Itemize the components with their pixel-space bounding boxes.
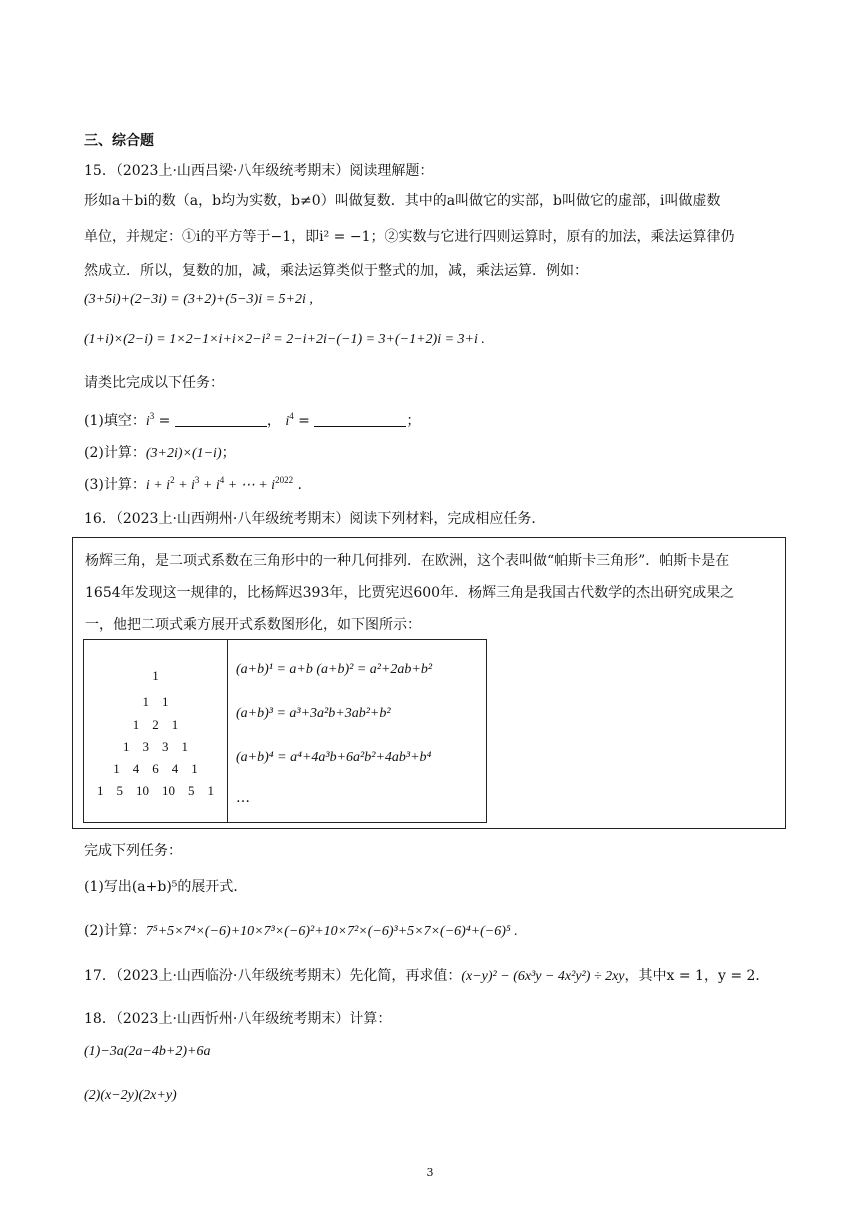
q18-part-2: (2)(x−2y)(2x+y)	[84, 1088, 177, 1103]
q15-task-2	[84, 442, 236, 462]
q15-task-3-end: .	[297, 477, 302, 493]
triangle-row: 1 3 3 1	[122, 739, 188, 754]
q15-task-3-label: (3)计算：	[84, 477, 146, 493]
q15-paragraph-3: 然成立．所以，复数的加，减，乘法运算类似于整式的加，减，乘法运算．例如：	[84, 263, 588, 279]
q15-paragraph-1: 形如a＋bi的数（a，b均为实数，b≠0）叫做复数．其中的a叫做它的实部，b叫做它的虚部，i叫做虚数	[84, 193, 721, 209]
q16-task-2-expr: 7⁵+5×7⁴×(−6)+10×7³×(−6)²+10×7²×(−6)³+5×7×(−6)⁴+(−6)⁵ .	[145, 924, 518, 939]
material-line-1: 杨辉三角，是二项式系数在三角形中的一种几何排列．在欧洲，这个表叫做“帕斯卡三角形”．帕斯卡是在	[85, 553, 730, 569]
q15-task-intro: 请类比完成以下任务：	[84, 375, 224, 391]
q15-header: 15．（2023上·山西吕梁·八年级统考期末）阅读理解题：	[84, 163, 434, 179]
q16-task-2-label: (2)计算：	[84, 923, 146, 939]
triangle-row: 1 1	[142, 694, 169, 709]
q15-task-1: (1)填空：$i^3$ = ， $i^4$ = ；	[84, 411, 421, 429]
page-number: 3	[426, 1166, 434, 1179]
material-line-2: 1654年发现这一规律的，比杨辉迟393年，比贾宪迟600年．杨辉三角是我国古代数学的杰出研究成果之	[85, 585, 735, 601]
triangle-row: 1 4 6 4 1	[113, 761, 198, 776]
triangle-row: 1	[152, 668, 159, 683]
q16-header: 16．（2023上·山西朔州·八年级统考期末）阅读下列材料，完成相应任务．	[84, 511, 546, 527]
answer-blank-2[interactable]	[314, 414, 406, 427]
q17	[84, 965, 769, 985]
expansion-formula: (a+b)¹ = a+b (a+b)² = a²+2ab+b²	[236, 662, 433, 677]
section-title: 三、综合题	[84, 133, 154, 149]
q17-header: 17．（2023上·山西临汾·八年级统考期末）先化简，再求值：	[84, 968, 462, 984]
answer-blank-1[interactable]	[175, 414, 267, 427]
q15-task-2-end: ；	[221, 445, 236, 461]
expansion-formula: (a+b)⁴ = a⁴+4a³b+6a²b²+4ab³+b⁴	[236, 750, 432, 765]
q15-example-2: (1+i)×(2−i) = 1×2−1×i+i×2−i² = 2−i+2i−(−1) = 3+(−1+2)i = 3+i .	[84, 332, 485, 347]
q18-part-1: (1)−3a(2a−4b+2)+6a	[84, 1044, 211, 1059]
q18-header: 18．（2023上·山西忻州·八年级统考期末）计算：	[84, 1011, 392, 1027]
q15-task-1-sep: ，	[266, 413, 281, 429]
material-line-3: 一，他把二项式乘方展开式系数图形化，如下图所示：	[85, 617, 421, 633]
q16-task-2	[84, 920, 518, 940]
q15-example-1: (3+5i)+(2−3i) = (3+2)+(5−3)i = 5+2i ,	[84, 292, 313, 307]
q15-task-2-expr: (3+2i)×(1−i)	[145, 446, 222, 461]
q15-task-1-label: (1)填空：	[84, 413, 146, 429]
triangle-row: 1 5 10 10 5 1	[96, 783, 214, 798]
q17-expr: (x−y)² − (6x³y − 4x²y²) ÷ 2xy	[461, 969, 625, 984]
expansion-formula: (a+b)³ = a³+3a²b+3ab²+b²	[236, 706, 391, 721]
table-divider	[227, 640, 228, 822]
q15-task-1-end: ；	[406, 413, 421, 429]
expansion-ellipsis: …	[236, 790, 250, 806]
q16-task-1: (1)写出(a+b)⁵的展开式．	[84, 879, 248, 895]
triangle-row: 1 2 1	[132, 717, 179, 732]
q15-task-3: (3)计算：$i + i^2 + i^3 + i^4$ + ⋯ + $i^{2022}$ .	[84, 475, 302, 493]
q15-paragraph-2: 单位，并规定：①i的平方等于−1，即i² = −1；②实数与它进行四则运算时，原有的加法，乘法运算律仍	[84, 229, 735, 245]
yanghui-table	[83, 639, 487, 823]
q17-condition: ，其中x = 1，y = 2．	[624, 968, 770, 984]
q16-task-intro: 完成下列任务：	[84, 843, 182, 859]
q15-task-2-label: (2)计算：	[84, 445, 146, 461]
